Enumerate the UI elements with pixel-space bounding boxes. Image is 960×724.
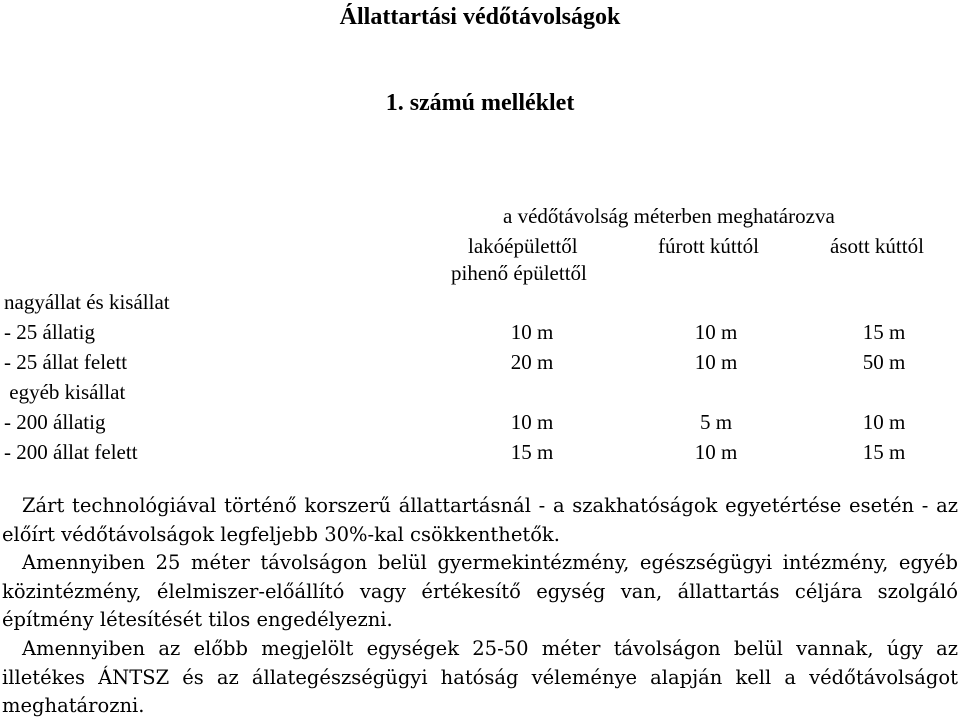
table-cell: 10 m <box>694 440 738 464</box>
row-label: - 25 állatig <box>4 320 95 344</box>
page-subtitle: 1. számú melléklet <box>385 90 575 116</box>
paragraph-25-meter: Amennyiben 25 méter távolságon belül gyermekintézmény, egészségügyi intézmény, egyéb közintézmény, élelmiszer-előállító vagy értékesítő egység van, állattartás céljára szolgáló építmény létesítését tilos engedélyezni. <box>2 551 958 632</box>
column-header-lakoepulet-line2: pihenő épülettől <box>451 261 587 285</box>
group-label-egyeb-kisallat: egyéb kisállat <box>4 380 126 404</box>
column-header-lakoepulet: lakóépülettől <box>468 234 578 258</box>
page-title: Állattartási védőtávolságok <box>339 4 621 30</box>
column-header-asott-kut: ásott kúttól <box>830 234 924 258</box>
table-cell: 10 m <box>694 350 738 374</box>
paragraph-25-50-meter: Amennyiben az előbb megjelölt egységek 25-50 méter távolságon belül vannak, úgy az illetékes ÁNTSZ és az állategészségügyi hatóság véleménye alapján kell a védőtávolságot meghatározni. <box>2 636 958 718</box>
paragraph-zart-technologia: Zárt technológiával történő korszerű állattartásnál - a szakhatóságok egyetértése esetén - az előírt védőtávolságok legfeljebb 30%-kal csökkenthetők. <box>2 494 958 546</box>
column-header-furott-kut: fúrott kúttól <box>658 234 759 258</box>
table-cell: 10 m <box>510 320 554 344</box>
table-cell: 10 m <box>510 410 554 434</box>
table-header-main: a védőtávolság méterben meghatározva <box>503 204 835 228</box>
row-label: - 25 állat felett <box>4 350 128 374</box>
row-label: - 200 állat felett <box>4 440 138 464</box>
table-cell: 15 m <box>862 320 906 344</box>
table-cell: 15 m <box>862 440 906 464</box>
table-cell: 20 m <box>510 350 554 374</box>
row-label: - 200 állatig <box>4 410 106 434</box>
group-label-nagyallat: nagyállat és kisállat <box>4 290 170 314</box>
body-text <box>2 492 958 721</box>
table-cell: 15 m <box>510 440 554 464</box>
table-cell: 10 m <box>862 410 906 434</box>
table-cell: 5 m <box>699 410 733 434</box>
table-cell: 50 m <box>862 350 906 374</box>
table-cell: 10 m <box>694 320 738 344</box>
